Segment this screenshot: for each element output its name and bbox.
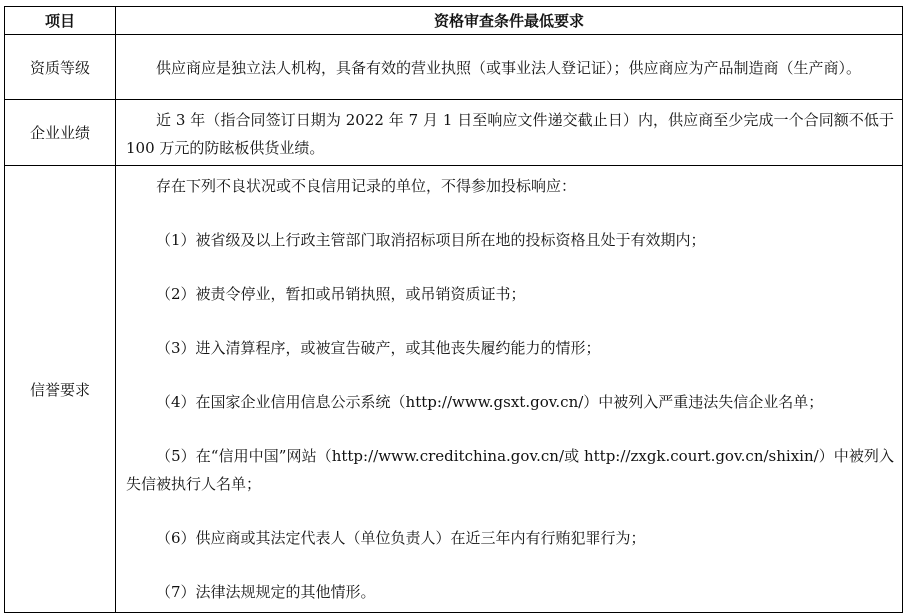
table-row <box>5 166 903 613</box>
row-content-reputation <box>116 166 903 613</box>
reputation-item-7: （7）法律法规规定的其他情形。 <box>156 583 376 601</box>
reputation-item-4: （4）在国家企业信用信息公示系统（http://www.gsxt.gov.cn/）中被列入严重违法失信企业名单； <box>156 393 824 411</box>
row-label-qualification: 资质等级 <box>5 35 116 100</box>
qualification-table <box>4 6 903 613</box>
row-label-reputation: 信誉要求 <box>5 166 116 613</box>
reputation-item-1: （1）被省级及以上行政主管部门取消招标项目所在地的投标资格且处于有效期内； <box>156 231 706 249</box>
reputation-item-5: （5）在“信用中国”网站（http://www.creditchina.gov.cn/或 http://zxgk.court.gov.cn/shixin/）中被列入失信被执行人名单； <box>126 447 894 493</box>
table-row <box>5 100 903 166</box>
reputation-intro: 存在下列不良状况或不良信用记录的单位，不得参加投标响应： <box>156 177 577 195</box>
header-requirements: 资格审查条件最低要求 <box>116 7 903 35</box>
row-label-performance: 企业业绩 <box>5 100 116 166</box>
row-text-qualification: 供应商应是独立法人机构，具备有效的营业执照（或事业法人登记证）；供应商应为产品制造商（生产商）。 <box>116 35 903 100</box>
row-text-performance: 近 3 年（指合同签订日期为 2022 年 7 月 1 日至响应文件递交截止日）内，供应商至少完成一个合同额不低于 100 万元的防眩板供货业绩。 <box>116 100 903 166</box>
table-row <box>5 35 903 100</box>
reputation-item-3: （3）进入清算程序，或被宣告破产，或其他丧失履约能力的情形； <box>156 339 601 357</box>
header-item: 项目 <box>5 7 116 35</box>
reputation-item-6: （6）供应商或其法定代表人（单位负责人）在近三年内有行贿犯罪行为； <box>156 529 646 547</box>
table-header-row <box>5 7 903 35</box>
reputation-item-2: （2）被责令停业，暂扣或吊销执照，或吊销资质证书； <box>156 285 526 303</box>
